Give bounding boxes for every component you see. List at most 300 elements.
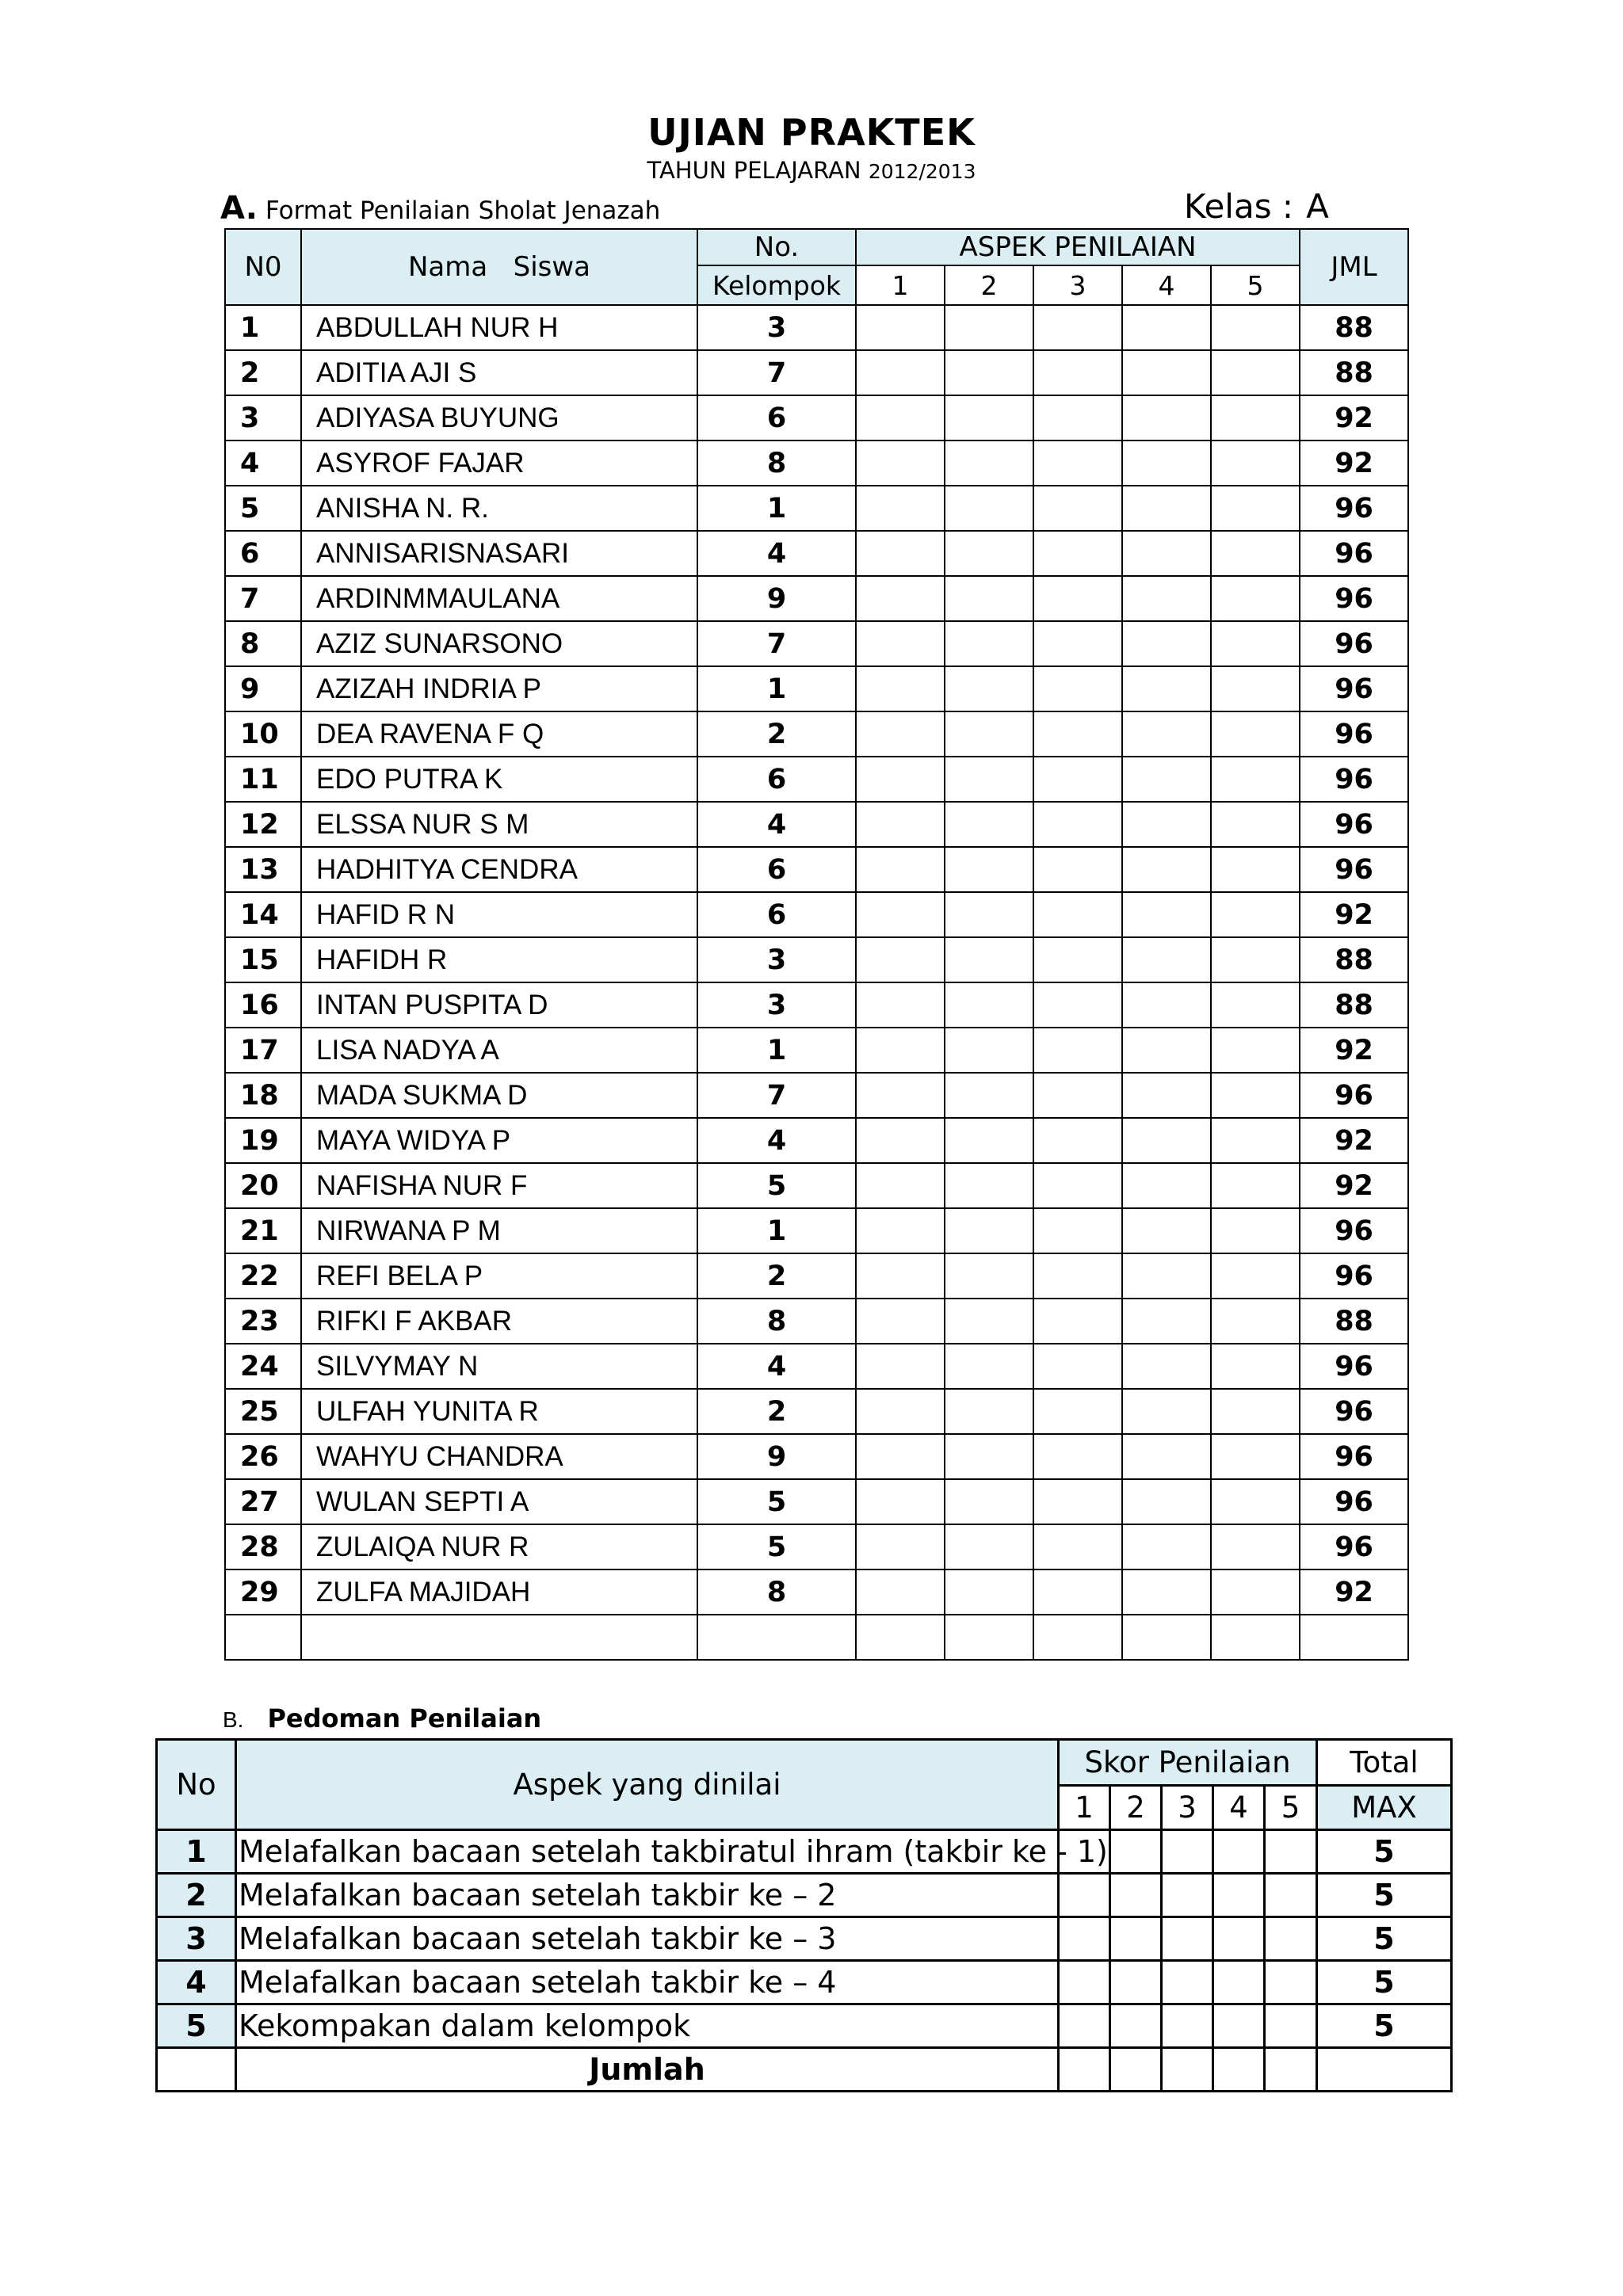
class-label-text: Kelas : (1184, 187, 1294, 226)
skor-cell (1110, 1917, 1162, 1961)
row-number: 28 (225, 1524, 301, 1569)
student-name: RIFKI F AKBAR (301, 1299, 697, 1344)
aspect-score-cell (1122, 441, 1211, 486)
guide-rows (157, 1830, 1452, 2048)
row-number: 16 (225, 982, 301, 1028)
aspect-score-cell (1033, 441, 1122, 486)
max-score: 5 (1317, 1830, 1452, 1874)
aspect-score-cell (1122, 1434, 1211, 1479)
aspect-score-cell (945, 757, 1033, 802)
total-score: 96 (1300, 1434, 1408, 1479)
table-row (225, 305, 1408, 350)
aspect-score-cell (1033, 1524, 1122, 1569)
aspect-score-cell (1033, 892, 1122, 937)
total-score: 96 (1300, 486, 1408, 531)
aspect-score-cell (945, 531, 1033, 576)
aspect-score-cell (945, 576, 1033, 621)
aspect-score-cell (856, 576, 945, 621)
student-name: ADITIA AJI S (301, 350, 697, 395)
aspect-score-cell (1211, 1615, 1300, 1660)
aspect-score-cell (856, 1434, 945, 1479)
aspect-score-cell (1122, 305, 1211, 350)
table-row (225, 1118, 1408, 1163)
skor-number: 2 (1110, 1786, 1162, 1830)
student-name: INTAN PUSPITA D (301, 982, 697, 1028)
group-number: 7 (697, 621, 856, 666)
skor-number: 3 (1162, 1786, 1213, 1830)
aspect-score-cell (945, 395, 1033, 441)
aspect-score-cell (945, 1569, 1033, 1615)
aspect-score-cell (856, 937, 945, 982)
row-number: 22 (225, 1253, 301, 1299)
aspect-score-cell (945, 1389, 1033, 1434)
table-row (225, 1253, 1408, 1299)
table-row (225, 666, 1408, 711)
total-score: 92 (1300, 1118, 1408, 1163)
row-number: 8 (225, 621, 301, 666)
table-row (225, 531, 1408, 576)
aspect-score-cell (1033, 1615, 1122, 1660)
aspect-score-cell (1211, 1389, 1300, 1434)
aspect-score-cell (1211, 1253, 1300, 1299)
aspect-score-cell (1211, 1569, 1300, 1615)
row-number: 18 (225, 1073, 301, 1118)
group-number: 8 (697, 1569, 856, 1615)
group-number: 6 (697, 892, 856, 937)
aspect-score-cell (945, 666, 1033, 711)
aspect-score-cell (856, 1569, 945, 1615)
aspect-score-cell (1122, 1569, 1211, 1615)
aspek-number: 1 (856, 265, 945, 305)
jumlah-label: Jumlah (236, 2048, 1059, 2092)
row-number: 9 (225, 666, 301, 711)
aspect-score-cell (856, 1163, 945, 1208)
aspect-score-cell (945, 1299, 1033, 1344)
total-score: 96 (1300, 711, 1408, 757)
table-row (225, 711, 1408, 757)
max-score: 5 (1317, 2004, 1452, 2048)
section-b-title: Pedoman Penilaian (267, 1703, 542, 1733)
student-name: SILVYMAY N (301, 1344, 697, 1389)
student-name: EDO PUTRA K (301, 757, 697, 802)
student-name: ABDULLAH NUR H (301, 305, 697, 350)
skor-cell (1265, 1961, 1317, 2004)
aspect-score-cell (945, 802, 1033, 847)
row-number: 12 (225, 802, 301, 847)
group-number: 5 (697, 1163, 856, 1208)
aspect-score-cell (1033, 1163, 1122, 1208)
table-row (225, 1389, 1408, 1434)
group-number: 8 (697, 441, 856, 486)
aspect-description: Melafalkan bacaan setelah takbir ke – 3 (236, 1917, 1059, 1961)
aspect-score-cell (945, 486, 1033, 531)
table-row (225, 847, 1408, 892)
aspect-score-cell (856, 1615, 945, 1660)
student-name: ANNISARISNASARI (301, 531, 697, 576)
aspect-score-cell (945, 441, 1033, 486)
row-number: 5 (225, 486, 301, 531)
aspect-score-cell (856, 1299, 945, 1344)
row-number: 13 (225, 847, 301, 892)
row-number: 26 (225, 1434, 301, 1479)
aspect-score-cell (1122, 1389, 1211, 1434)
aspect-score-cell (1122, 1118, 1211, 1163)
aspect-number: 3 (157, 1917, 236, 1961)
aspect-score-cell (945, 982, 1033, 1028)
aspek-number: 2 (945, 265, 1033, 305)
aspect-score-cell (1033, 1479, 1122, 1524)
aspect-score-cell (1211, 305, 1300, 350)
total-score: 96 (1300, 666, 1408, 711)
skor-cell (1213, 1961, 1265, 2004)
aspect-score-cell (1211, 486, 1300, 531)
student-rows (225, 305, 1408, 1660)
aspect-number: 5 (157, 2004, 236, 2048)
aspect-score-cell (1211, 576, 1300, 621)
total-score: 96 (1300, 1344, 1408, 1389)
aspect-score-cell (1122, 802, 1211, 847)
class-label (1184, 187, 1342, 226)
student-name: NIRWANA P M (301, 1208, 697, 1253)
aspect-score-cell (856, 395, 945, 441)
total-score (1300, 1615, 1408, 1660)
skor-number: 1 (1059, 1786, 1110, 1830)
group-number: 9 (697, 576, 856, 621)
student-name: ZULAIQA NUR R (301, 1524, 697, 1569)
aspect-score-cell (1122, 666, 1211, 711)
aspect-score-cell (1122, 1615, 1211, 1660)
skor-cell (1059, 1961, 1110, 2004)
total-score: 96 (1300, 802, 1408, 847)
aspek-number: 5 (1211, 265, 1300, 305)
aspect-score-cell (1211, 1163, 1300, 1208)
aspect-score-cell (856, 1524, 945, 1569)
group-number: 4 (697, 1118, 856, 1163)
skor-cell (1265, 1917, 1317, 1961)
skor-cell (1213, 2048, 1265, 2092)
row-number: 29 (225, 1569, 301, 1615)
group-number: 1 (697, 666, 856, 711)
total-score: 96 (1300, 1524, 1408, 1569)
skor-cell (1162, 1874, 1213, 1917)
skor-cell (1059, 2048, 1110, 2092)
skor-number: 4 (1213, 1786, 1265, 1830)
aspect-score-cell (1122, 982, 1211, 1028)
skor-cell (1265, 2048, 1317, 2092)
aspect-score-cell (1033, 937, 1122, 982)
aspect-score-cell (1211, 1028, 1300, 1073)
row-number: 14 (225, 892, 301, 937)
aspect-score-cell (1033, 531, 1122, 576)
row-number: 7 (225, 576, 301, 621)
aspect-score-cell (1122, 1253, 1211, 1299)
student-name: ASYROF FAJAR (301, 441, 697, 486)
aspect-number: 1 (157, 1830, 236, 1874)
aspect-description: Melafalkan bacaan setelah takbiratul ihram (takbir ke - 1) (236, 1830, 1059, 1874)
aspect-score-cell (1033, 757, 1122, 802)
aspect-score-cell (945, 621, 1033, 666)
aspect-score-cell (1033, 1118, 1122, 1163)
aspect-score-cell (1033, 1569, 1122, 1615)
table-row (225, 892, 1408, 937)
row-number: 19 (225, 1118, 301, 1163)
aspect-score-cell (856, 711, 945, 757)
skor-number: 5 (1265, 1786, 1317, 1830)
total-score: 92 (1300, 1163, 1408, 1208)
aspect-score-cell (1211, 441, 1300, 486)
aspect-score-cell (1122, 531, 1211, 576)
skor-cell (1213, 1874, 1265, 1917)
skor-cell (1110, 1874, 1162, 1917)
aspect-score-cell (1211, 937, 1300, 982)
aspect-description: Melafalkan bacaan setelah takbir ke – 4 (236, 1961, 1059, 2004)
aspect-score-cell (1122, 757, 1211, 802)
student-name: MADA SUKMA D (301, 1073, 697, 1118)
assessment-guide-table (155, 1738, 1453, 2092)
skor-cell (1162, 2048, 1213, 2092)
aspect-score-cell (1122, 1344, 1211, 1389)
aspect-score-cell (1122, 621, 1211, 666)
aspect-score-cell (856, 1389, 945, 1434)
aspect-score-cell (1033, 711, 1122, 757)
aspect-score-cell (945, 1208, 1033, 1253)
aspect-score-cell (856, 757, 945, 802)
aspect-score-cell (856, 305, 945, 350)
group-number: 4 (697, 531, 856, 576)
table-row (225, 982, 1408, 1028)
student-name: DEA RAVENA F Q (301, 711, 697, 757)
row-number: 20 (225, 1163, 301, 1208)
student-name: ULFAH YUNITA R (301, 1389, 697, 1434)
aspect-number: 2 (157, 1874, 236, 1917)
student-name: HAFIDH R (301, 937, 697, 982)
group-number: 8 (697, 1299, 856, 1344)
table-row (225, 350, 1408, 395)
aspect-score-cell (945, 1479, 1033, 1524)
aspect-score-cell (856, 350, 945, 395)
group-number: 5 (697, 1479, 856, 1524)
total-score: 88 (1300, 1299, 1408, 1344)
skor-cell (1213, 2004, 1265, 2048)
section-b-letter: B. (223, 1707, 244, 1732)
table-row (225, 1344, 1408, 1389)
aspect-score-cell (1211, 395, 1300, 441)
table-row (225, 486, 1408, 531)
aspect-score-cell (856, 1028, 945, 1073)
aspect-score-cell (856, 892, 945, 937)
table-row (157, 1830, 1452, 1874)
aspect-score-cell (1211, 1299, 1300, 1344)
group-number: 3 (697, 305, 856, 350)
group-number: 6 (697, 757, 856, 802)
group-number: 4 (697, 802, 856, 847)
aspect-score-cell (1033, 1208, 1122, 1253)
row-number: 17 (225, 1028, 301, 1073)
aspect-score-cell (1211, 847, 1300, 892)
skor-cell (1213, 1917, 1265, 1961)
table-row (225, 757, 1408, 802)
aspect-score-cell (856, 982, 945, 1028)
total-score: 96 (1300, 847, 1408, 892)
aspect-score-cell (856, 531, 945, 576)
guide-col-skor: Skor Penilaian (1059, 1740, 1317, 1786)
document-subtitle (0, 157, 1623, 184)
row-number: 6 (225, 531, 301, 576)
student-name: ADIYASA BUYUNG (301, 395, 697, 441)
skor-cell (1213, 1830, 1265, 1874)
aspect-score-cell (856, 441, 945, 486)
group-number: 6 (697, 395, 856, 441)
table-row (225, 802, 1408, 847)
aspect-score-cell (945, 1028, 1033, 1073)
aspect-score-cell (1122, 350, 1211, 395)
aspect-score-cell (856, 1118, 945, 1163)
aspect-score-cell (1122, 395, 1211, 441)
section-a-heading (220, 190, 660, 227)
aspect-score-cell (945, 1615, 1033, 1660)
table-row (225, 1028, 1408, 1073)
aspect-score-cell (945, 1163, 1033, 1208)
student-name: WULAN SEPTI A (301, 1479, 697, 1524)
skor-cell (1265, 1830, 1317, 1874)
aspect-score-cell (1033, 395, 1122, 441)
total-score: 96 (1300, 1073, 1408, 1118)
aspect-score-cell (1211, 1344, 1300, 1389)
table-row (225, 441, 1408, 486)
aspect-score-cell (1122, 1299, 1211, 1344)
aspect-score-cell (1033, 350, 1122, 395)
aspect-score-cell (945, 711, 1033, 757)
aspect-score-cell (856, 802, 945, 847)
aspect-description: Kekompakan dalam kelompok (236, 2004, 1059, 2048)
aspect-score-cell (1122, 1163, 1211, 1208)
student-name (301, 1615, 697, 1660)
student-name: ZULFA MAJIDAH (301, 1569, 697, 1615)
student-name: HADHITYA CENDRA (301, 847, 697, 892)
aspect-number: 4 (157, 1961, 236, 2004)
aspect-score-cell (856, 486, 945, 531)
max-score: 5 (1317, 1917, 1452, 1961)
row-number: 15 (225, 937, 301, 982)
aspect-score-cell (1122, 1073, 1211, 1118)
total-score: 96 (1300, 1479, 1408, 1524)
row-number: 27 (225, 1479, 301, 1524)
total-score: 96 (1300, 1389, 1408, 1434)
table-row (225, 1434, 1408, 1479)
aspect-score-cell (1122, 892, 1211, 937)
table-row (225, 1299, 1408, 1344)
skor-cell (1059, 1874, 1110, 1917)
aspect-score-cell (1211, 711, 1300, 757)
student-name: ANISHA N. R. (301, 486, 697, 531)
group-number: 2 (697, 1253, 856, 1299)
group-number: 5 (697, 1524, 856, 1569)
group-number: 1 (697, 1208, 856, 1253)
aspect-score-cell (945, 305, 1033, 350)
group-number (697, 1615, 856, 1660)
jumlah-total-cell (1317, 2048, 1452, 2092)
skor-cell (1110, 2048, 1162, 2092)
aspect-score-cell (945, 350, 1033, 395)
total-score: 88 (1300, 982, 1408, 1028)
aspect-score-cell (1122, 711, 1211, 757)
aspect-score-cell (1033, 1299, 1122, 1344)
guide-col-no: No (157, 1740, 236, 1830)
aspect-score-cell (1211, 1118, 1300, 1163)
aspect-score-cell (1211, 1524, 1300, 1569)
aspect-score-cell (1122, 1028, 1211, 1073)
aspect-score-cell (1211, 621, 1300, 666)
student-name: HAFID R N (301, 892, 697, 937)
aspek-number: 4 (1122, 265, 1211, 305)
table-row (225, 395, 1408, 441)
group-number: 3 (697, 937, 856, 982)
aspect-score-cell (1033, 621, 1122, 666)
aspect-score-cell (1211, 892, 1300, 937)
total-score: 88 (1300, 305, 1408, 350)
skor-cell (1110, 2004, 1162, 2048)
aspect-score-cell (856, 847, 945, 892)
aspect-score-cell (1033, 486, 1122, 531)
aspect-score-cell (1211, 982, 1300, 1028)
student-name: MAYA WIDYA P (301, 1118, 697, 1163)
aspect-score-cell (856, 1073, 945, 1118)
total-score: 96 (1300, 757, 1408, 802)
aspect-score-cell (945, 1253, 1033, 1299)
table-row (225, 621, 1408, 666)
skor-cell (1059, 2004, 1110, 2048)
aspect-score-cell (1033, 1344, 1122, 1389)
aspek-number: 3 (1033, 265, 1122, 305)
group-number: 7 (697, 1073, 856, 1118)
table-row (225, 1569, 1408, 1615)
aspect-score-cell (856, 666, 945, 711)
table-row (225, 1073, 1408, 1118)
total-score: 96 (1300, 531, 1408, 576)
row-number: 11 (225, 757, 301, 802)
row-number: 1 (225, 305, 301, 350)
aspect-score-cell (1211, 757, 1300, 802)
total-score: 88 (1300, 937, 1408, 982)
table-row (157, 2004, 1452, 2048)
jumlah-empty-cell (157, 2048, 236, 2092)
section-a-letter: A. (220, 190, 258, 227)
aspect-score-cell (1033, 576, 1122, 621)
section-b-heading (223, 1703, 541, 1733)
student-name: NAFISHA NUR F (301, 1163, 697, 1208)
aspect-score-cell (1211, 531, 1300, 576)
class-value: A (1306, 187, 1329, 226)
row-number: 24 (225, 1344, 301, 1389)
total-score: 96 (1300, 621, 1408, 666)
aspect-score-cell (1033, 666, 1122, 711)
table-row (225, 1163, 1408, 1208)
guide-col-total-line2: MAX (1317, 1786, 1452, 1830)
aspect-score-cell (1033, 847, 1122, 892)
col-header-no: N0 (225, 229, 301, 305)
aspect-score-cell (1033, 1253, 1122, 1299)
row-number: 4 (225, 441, 301, 486)
aspect-score-cell (1033, 305, 1122, 350)
student-name: AZIZAH INDRIA P (301, 666, 697, 711)
total-score: 92 (1300, 892, 1408, 937)
table-row (225, 1524, 1408, 1569)
group-number: 9 (697, 1434, 856, 1479)
aspect-score-cell (1211, 1434, 1300, 1479)
col-header-aspek: ASPEK PENILAIAN (856, 229, 1300, 265)
aspect-score-cell (945, 1434, 1033, 1479)
total-score: 92 (1300, 441, 1408, 486)
